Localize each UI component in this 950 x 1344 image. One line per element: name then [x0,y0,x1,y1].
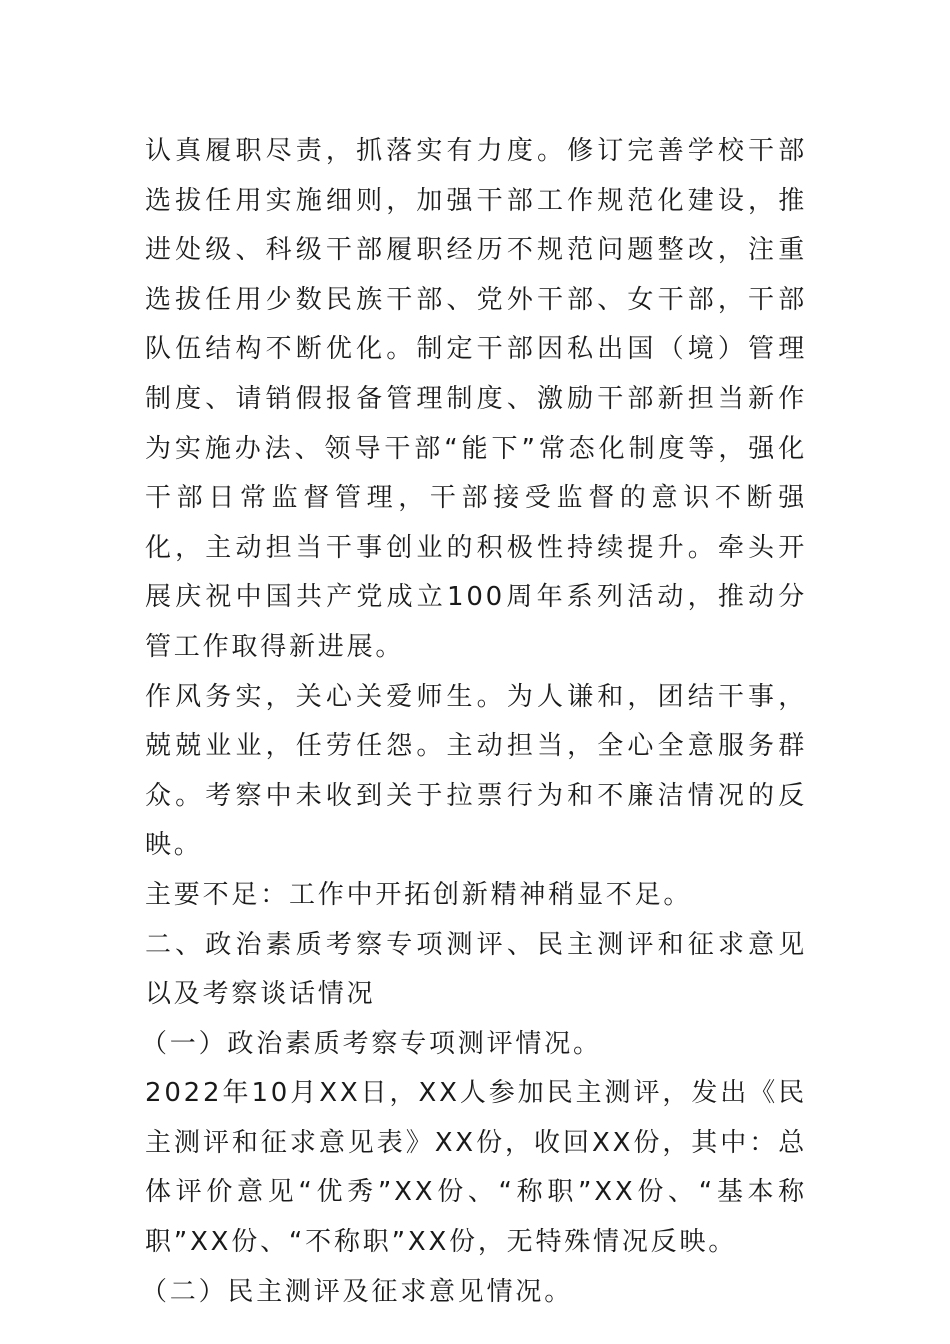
subheading-political-assessment: （一）政治素质考察专项测评情况。 [141,1028,602,1059]
subheading-democratic-assessment: （二）民主测评及征求意见情况。 [141,1276,574,1307]
paragraph-performance: 认真履职尽责，抓落实有力度。修订完善学校干部选拔任用实施细则，加强干部工作规范化建设，推进处级、科级干部履职经历不规范问题整改，注重选拔任用少数民族干部、党外干部、女干部，干部队伍结构不断优化。制定干部因私出国（境）管理制度、请销假报备管理制度、激励干部新担当新作为实施办法、领导干部“能下”常态化制度等，强化干部日常监督管理，干部接受监督的意识不断强化，主动担当干事创业的积极性持续提升。牵头开展庆祝中国共产党成立100周年系列活动，推动分管工作取得新进展。 [145,136,807,662]
paragraph-work-style: 作风务实，关心关爱师生。为人谦和，团结干事，兢兢业业，任劳任怨。主动担当，全心全意服务群众。考察中未收到关于拉票行为和不廉洁情况的反映。 [145,681,807,861]
paragraph-shortcomings: 主要不足：工作中开拓创新精神稍显不足。 [145,879,693,910]
document-body [141,127,807,1317]
paragraph-assessment-results: 2022年10月XX日，XX人参加民主测评，发出《民主测评和征求意见表》XX份，收回XX份，其中：总体评价意见“优秀”XX份、“称职”XX份、“基本称职”XX份、“不称职”XX份，无特殊情况反映。 [145,1078,807,1258]
section-heading-two: 二、政治素质考察专项测评、民主测评和征求意见以及考察谈话情况 [145,929,807,1010]
